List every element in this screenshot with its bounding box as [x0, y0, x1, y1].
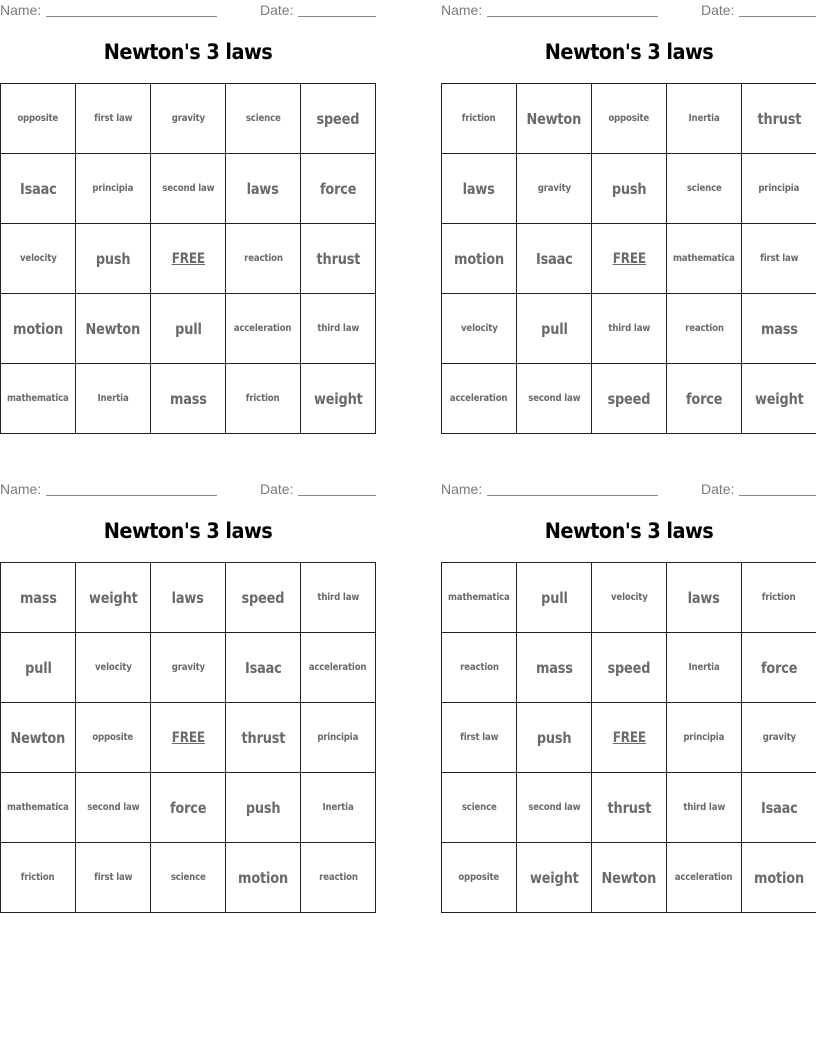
bingo-cell-text: first law [759, 253, 799, 264]
bingo-cell [151, 563, 226, 633]
bingo-cell [667, 154, 742, 224]
bingo-cell [517, 84, 592, 154]
bingo-card-4 [441, 479, 816, 919]
bingo-cell-text: gravity [762, 732, 796, 743]
bingo-cell [301, 224, 376, 294]
bingo-cell [517, 773, 592, 843]
name-blank [487, 495, 658, 496]
bingo-cell [151, 294, 226, 364]
bingo-cell-text: friction [246, 393, 280, 404]
name-blank [487, 16, 658, 17]
bingo-card-3 [0, 479, 376, 919]
bingo-cell [76, 364, 151, 434]
bingo-cell [1, 154, 76, 224]
bingo-cell [517, 224, 592, 294]
bingo-cell-text: force [319, 179, 357, 198]
bingo-cell-text: first law [93, 113, 133, 124]
bingo-cell [667, 364, 742, 434]
bingo-cell-text: Newton [526, 109, 582, 128]
bingo-cell [226, 843, 301, 913]
bingo-cell [76, 563, 151, 633]
bingo-cell [742, 843, 816, 913]
bingo-cell [151, 154, 226, 224]
date-blank [298, 495, 376, 496]
bingo-cell [151, 364, 226, 434]
bingo-cell-text: opposite [608, 113, 650, 124]
bingo-cell-text: Inertia [322, 802, 354, 813]
bingo-cell-text: second law [527, 802, 581, 813]
bingo-cell-text: push [611, 179, 647, 198]
bingo-cell [301, 294, 376, 364]
bingo-cell-text: opposite [458, 872, 500, 883]
bingo-cell-text: motion [454, 249, 504, 268]
date-label: Date: [260, 481, 294, 497]
bingo-cell [301, 154, 376, 224]
bingo-cell [592, 154, 667, 224]
bingo-cell-text: motion [754, 868, 804, 887]
bingo-cell-text: friction [21, 872, 55, 883]
bingo-cell [301, 84, 376, 154]
bingo-cell [592, 843, 667, 913]
bingo-cell-text: push [95, 249, 131, 268]
bingo-cell [667, 773, 742, 843]
bingo-cell-text: FREE [171, 250, 205, 267]
bingo-cell-text: principia [683, 732, 725, 743]
bingo-cell-text: weight [529, 868, 579, 887]
card-title: Newton's 3 laws [544, 40, 714, 64]
bingo-cell [517, 364, 592, 434]
bingo-cell-text: weight [88, 588, 138, 607]
bingo-cell [742, 224, 816, 294]
bingo-cell [592, 633, 667, 703]
bingo-cell-text: speed [316, 109, 360, 128]
bingo-cell [442, 773, 517, 843]
bingo-cell-text: acceleration [675, 872, 733, 883]
bingo-cell-text: first law [459, 732, 499, 743]
date-blank [739, 495, 816, 496]
bingo-cell [1, 224, 76, 294]
bingo-cell [226, 154, 301, 224]
bingo-cell [592, 84, 667, 154]
bingo-cell-text: principia [758, 183, 800, 194]
bingo-cell [1, 294, 76, 364]
bingo-cell-text: thrust [241, 728, 285, 747]
bingo-cell [592, 364, 667, 434]
bingo-grid [441, 562, 816, 913]
bingo-cell [442, 224, 517, 294]
bingo-cell [742, 154, 816, 224]
bingo-cell [592, 563, 667, 633]
bingo-cell [301, 563, 376, 633]
bingo-cell [517, 633, 592, 703]
bingo-cell-text: Isaac [535, 249, 573, 268]
bingo-cell [442, 364, 517, 434]
bingo-cell-text: pull [24, 658, 52, 677]
bingo-cell-text: mathematica [673, 253, 735, 264]
bingo-cell-text: laws [687, 588, 721, 607]
bingo-cell-text: opposite [17, 113, 59, 124]
bingo-card-1 [0, 0, 376, 440]
bingo-cell-text: laws [462, 179, 496, 198]
bingo-cell [1, 843, 76, 913]
bingo-cell-text: velocity [610, 592, 648, 603]
bingo-cell-text: third law [317, 592, 359, 603]
bingo-cell [742, 703, 816, 773]
bingo-cell-text: pull [174, 319, 202, 338]
bingo-cell-text: second law [86, 802, 140, 813]
bingo-cell-text: Inertia [688, 662, 720, 673]
bingo-cell-text: friction [762, 592, 796, 603]
bingo-cell-text: third law [683, 802, 725, 813]
bingo-cell-text: first law [93, 872, 133, 883]
bingo-cell [592, 773, 667, 843]
bingo-cell [76, 294, 151, 364]
bingo-cell-text: pull [540, 588, 568, 607]
bingo-cell [1, 84, 76, 154]
name-label: Name: [441, 2, 483, 18]
bingo-cell [742, 633, 816, 703]
bingo-cell [1, 703, 76, 773]
date-label: Date: [701, 2, 735, 18]
bingo-cell-text: science [461, 802, 497, 813]
bingo-cell-text: speed [607, 389, 651, 408]
bingo-cell-text: Inertia [688, 113, 720, 124]
bingo-cell-text: Isaac [760, 798, 798, 817]
bingo-cell-text: mathematica [7, 802, 69, 813]
bingo-cell-text: gravity [171, 662, 205, 673]
bingo-cell-text: thrust [757, 109, 801, 128]
bingo-cell-text: thrust [607, 798, 651, 817]
bingo-cell [517, 563, 592, 633]
bingo-cell-text: FREE [171, 729, 205, 746]
bingo-cell-text: force [760, 658, 798, 677]
bingo-cell [226, 563, 301, 633]
bingo-cell-text: weight [754, 389, 804, 408]
bingo-cell-text: acceleration [450, 393, 508, 404]
bingo-cell [742, 563, 816, 633]
name-label: Name: [441, 481, 483, 497]
bingo-grid [0, 83, 376, 434]
bingo-cell [301, 633, 376, 703]
bingo-cell-text: motion [238, 868, 288, 887]
date-blank [739, 16, 816, 17]
date-label: Date: [701, 481, 735, 497]
bingo-cell-text: science [170, 872, 206, 883]
bingo-cell-text: pull [540, 319, 568, 338]
bingo-cell [76, 773, 151, 843]
bingo-cell [301, 703, 376, 773]
bingo-cell [442, 84, 517, 154]
bingo-cell [667, 224, 742, 294]
bingo-cell-text: acceleration [234, 323, 292, 334]
bingo-cell-text: weight [313, 389, 363, 408]
free-space-cell [592, 703, 667, 773]
bingo-cell-text: reaction [318, 872, 358, 883]
bingo-cell [667, 843, 742, 913]
bingo-cell-text: FREE [612, 729, 646, 746]
bingo-cell-text: second law [161, 183, 215, 194]
bingo-cell [442, 843, 517, 913]
bingo-cell [742, 294, 816, 364]
free-space-cell [151, 703, 226, 773]
bingo-cell [1, 773, 76, 843]
bingo-cell-text: third law [317, 323, 359, 334]
bingo-cell-text: Newton [10, 728, 66, 747]
date-blank [298, 16, 376, 17]
bingo-cell-text: speed [241, 588, 285, 607]
card-header [441, 0, 816, 20]
bingo-cell-text: force [685, 389, 723, 408]
bingo-cell-text: speed [607, 658, 651, 677]
bingo-cell-text: gravity [537, 183, 571, 194]
bingo-cell [442, 294, 517, 364]
bingo-cell [226, 294, 301, 364]
bingo-cell-text: velocity [460, 323, 498, 334]
bingo-cell-text: reaction [459, 662, 499, 673]
bingo-cell [151, 84, 226, 154]
bingo-cell [517, 843, 592, 913]
bingo-cell [667, 633, 742, 703]
bingo-cell-text: mass [535, 658, 573, 677]
bingo-cell-text: push [536, 728, 572, 747]
card-header [441, 479, 816, 499]
bingo-cell-text: science [245, 113, 281, 124]
bingo-cell-text: Isaac [244, 658, 282, 677]
bingo-cell-text: laws [171, 588, 205, 607]
bingo-cell [667, 84, 742, 154]
card-title: Newton's 3 laws [103, 40, 273, 64]
bingo-cell [1, 364, 76, 434]
bingo-cell-text: thrust [316, 249, 360, 268]
bingo-cell-text: motion [13, 319, 63, 338]
bingo-cell [151, 633, 226, 703]
bingo-cell [301, 364, 376, 434]
bingo-grid [441, 83, 816, 434]
bingo-cell-text: mathematica [7, 393, 69, 404]
bingo-cell [76, 84, 151, 154]
bingo-cell-text: opposite [92, 732, 134, 743]
bingo-cell [151, 843, 226, 913]
bingo-cell-text: Inertia [97, 393, 129, 404]
bingo-cell-text: push [245, 798, 281, 817]
bingo-cell-text: velocity [19, 253, 57, 264]
bingo-cell [1, 563, 76, 633]
bingo-cell-text: Newton [601, 868, 657, 887]
bingo-cell [226, 773, 301, 843]
bingo-cell [742, 364, 816, 434]
name-label: Name: [0, 2, 42, 18]
bingo-cell-text: force [169, 798, 207, 817]
bingo-cell-text: mass [19, 588, 57, 607]
bingo-cell [517, 154, 592, 224]
bingo-cell [667, 703, 742, 773]
bingo-cell [76, 843, 151, 913]
bingo-cell [226, 364, 301, 434]
bingo-cell-text: reaction [243, 253, 283, 264]
bingo-cell [76, 154, 151, 224]
bingo-cell-text: reaction [684, 323, 724, 334]
bingo-cell [226, 224, 301, 294]
bingo-cell [592, 294, 667, 364]
bingo-cell-text: gravity [171, 113, 205, 124]
date-label: Date: [260, 2, 294, 18]
bingo-cell [76, 224, 151, 294]
bingo-cell-text: Isaac [19, 179, 57, 198]
bingo-cell [301, 843, 376, 913]
bingo-cell-text: third law [608, 323, 650, 334]
bingo-cell-text: FREE [612, 250, 646, 267]
bingo-cell [442, 563, 517, 633]
bingo-cell-text: mathematica [448, 592, 510, 603]
bingo-cell-text: principia [317, 732, 359, 743]
bingo-cell-text: second law [527, 393, 581, 404]
card-title: Newton's 3 laws [103, 519, 273, 543]
bingo-cell-text: Newton [85, 319, 141, 338]
card-header [0, 479, 376, 499]
free-space-cell [151, 224, 226, 294]
bingo-cell [517, 703, 592, 773]
name-blank [46, 16, 217, 17]
bingo-cell [301, 773, 376, 843]
name-label: Name: [0, 481, 42, 497]
bingo-cell [442, 703, 517, 773]
bingo-cell [517, 294, 592, 364]
bingo-card-2 [441, 0, 816, 440]
bingo-cell [1, 633, 76, 703]
bingo-cell [442, 154, 517, 224]
bingo-grid [0, 562, 376, 913]
bingo-cell-text: velocity [94, 662, 132, 673]
bingo-cell [226, 633, 301, 703]
bingo-cell [76, 703, 151, 773]
card-title: Newton's 3 laws [544, 519, 714, 543]
bingo-cell-text: mass [760, 319, 798, 338]
bingo-cell-text: laws [246, 179, 280, 198]
name-blank [46, 495, 217, 496]
bingo-cell [742, 84, 816, 154]
bingo-cell-text: acceleration [309, 662, 367, 673]
bingo-cell [742, 773, 816, 843]
bingo-cell [226, 703, 301, 773]
free-space-cell [592, 224, 667, 294]
bingo-cell [667, 294, 742, 364]
bingo-cell-text: mass [169, 389, 207, 408]
bingo-cell [226, 84, 301, 154]
bingo-cell [442, 633, 517, 703]
bingo-cell-text: science [686, 183, 722, 194]
card-header [0, 0, 376, 20]
bingo-cell-text: principia [92, 183, 134, 194]
bingo-cell-text: friction [462, 113, 496, 124]
bingo-cell [76, 633, 151, 703]
bingo-cell [151, 773, 226, 843]
bingo-cell [667, 563, 742, 633]
